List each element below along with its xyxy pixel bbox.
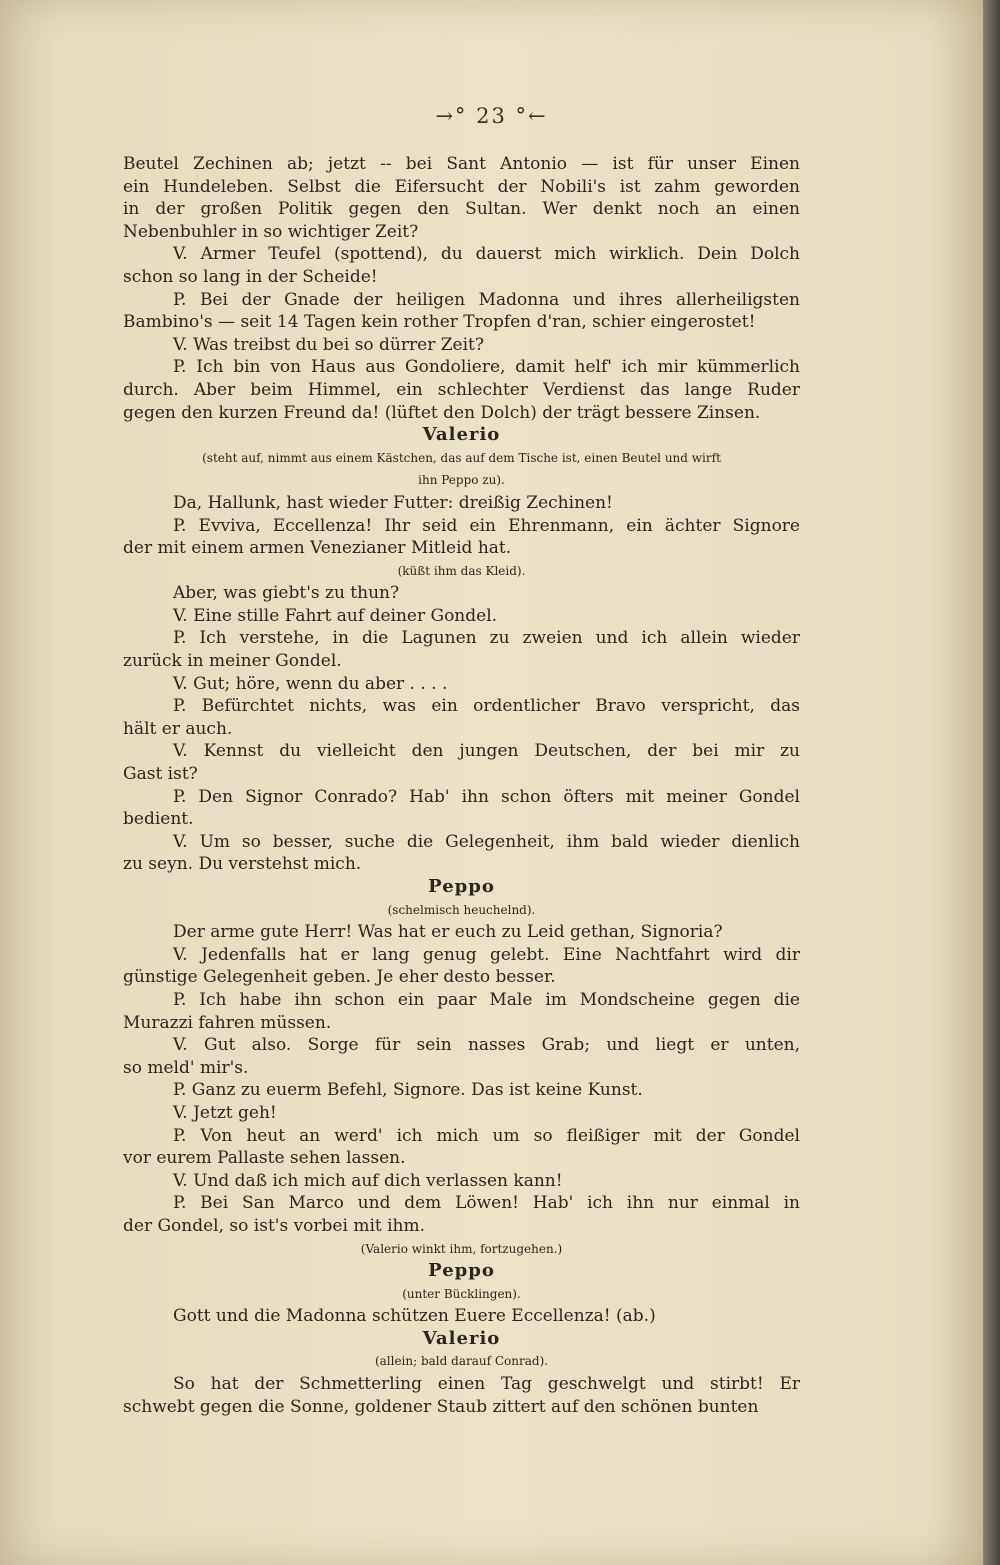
text-line: P. Evviva, Eccellenza! Ihr seid ein Ehrenmann, ein ächter Signore — [173, 515, 800, 536]
text-line: V. Und daß ich mich auf dich verlassen kann! — [173, 1170, 563, 1191]
text-line: Peppo — [428, 1260, 495, 1282]
page-mark-left: →° — [435, 104, 468, 128]
page-header — [0, 104, 983, 128]
text-line: (küßt ihm das Kleid). — [397, 563, 526, 578]
text-line: P. Von heut an werd' ich mich um so fleißiger mit der Gondel — [173, 1125, 800, 1146]
text-line: Gott und die Madonna schützen Euere Eccellenza! (ab.) — [173, 1306, 656, 1327]
text-line: Valerio — [422, 424, 501, 446]
text-line: V. Armer Teufel (spottend), du dauerst mich wirklich. Dein Dolch — [173, 244, 800, 265]
text-line: V. Um so besser, suche die Gelegenheit, ihm bald wieder dienlich — [173, 831, 800, 852]
text-line: zurück in meiner Gondel. — [123, 651, 342, 672]
page-number: 23 — [476, 104, 507, 128]
text-line: V. Jetzt geh! — [173, 1102, 277, 1123]
text-line: Murazzi fahren müssen. — [123, 1012, 332, 1033]
text-line: ihn Peppo zu). — [418, 473, 505, 488]
text-line: V. Was treibst du bei so dürrer Zeit? — [173, 334, 484, 355]
text-line: in der großen Politik gegen den Sultan. Wer denkt noch an einen — [123, 199, 800, 220]
text-line: Da, Hallunk, hast wieder Futter: dreißig Zechinen! — [173, 492, 613, 513]
text-line: Bambino's — seit 14 Tagen kein rother Tropfen d'ran, schier eingerostet! — [123, 312, 756, 333]
text-line: Beutel Zechinen ab; jetzt -- bei Sant Antonio — ist für unser Einen — [123, 154, 800, 174]
text-line: der mit einem armen Venezianer Mitleid hat. — [123, 538, 512, 559]
text-line: So hat der Schmetterling einen Tag geschwelgt und stirbt! Er — [173, 1374, 800, 1395]
text-line: V. Kennst du vielleicht den jungen Deutschen, der bei mir zu — [173, 741, 800, 762]
text-line: Nebenbuhler in so wichtiger Zeit? — [123, 221, 419, 242]
text-line: (schelmisch heuchelnd). — [387, 902, 536, 917]
text-line: (steht auf, nimmt aus einem Kästchen, das auf dem Tische ist, einen Beutel und wirft — [202, 450, 721, 465]
page-text — [123, 153, 800, 1418]
text-line: P. Bei San Marco und dem Löwen! Hab' ich ihn nur einmal in — [173, 1193, 800, 1214]
text-line: schwebt gegen die Sonne, goldener Staub zittert auf den schönen bunten — [123, 1396, 759, 1417]
text-line: gegen den kurzen Freund da! (lüftet den Dolch) der trägt bessere Zinsen. — [123, 402, 761, 423]
text-line: Valerio — [422, 1327, 501, 1349]
text-line: (unter Bücklingen). — [402, 1286, 521, 1301]
text-line: P. Ich bin von Haus aus Gondoliere, damit helf' ich mir kümmerlich — [173, 357, 800, 378]
text-line: V. Jedenfalls hat er lang genug gelebt. Eine Nachtfahrt wird dir — [173, 944, 800, 965]
text-line: vor eurem Pallaste sehen lassen. — [123, 1148, 406, 1169]
text-line: so meld' mir's. — [123, 1057, 249, 1078]
text-line: Aber, was giebt's zu thun? — [173, 583, 400, 604]
text-line: P. Den Signor Conrado? Hab' ihn schon öfters mit meiner Gondel — [173, 786, 800, 807]
text-line: (Valerio winkt ihm, fortzugehen.) — [360, 1241, 563, 1256]
text-line: Der arme gute Herr! Was hat er euch zu Leid gethan, Signoria? — [173, 922, 723, 943]
text-line: V. Eine stille Fahrt auf deiner Gondel. — [173, 605, 498, 626]
text-line: zu seyn. Du verstehst mich. — [123, 854, 362, 875]
text-line: V. Gut; höre, wenn du aber . . . . — [173, 673, 448, 694]
text-line: P. Ich verstehe, in die Lagunen zu zweien und ich allein wieder — [173, 628, 800, 649]
text-line: günstige Gelegenheit geben. Je eher desto besser. — [123, 967, 556, 988]
text-line: P. Ganz zu euerm Befehl, Signore. Das ist keine Kunst. — [173, 1080, 643, 1101]
text-line: schon so lang in der Scheide! — [123, 266, 378, 287]
page-mark-right: °← — [515, 104, 548, 128]
text-line: ein Hundeleben. Selbst die Eifersucht der Nobili's ist zahm geworden — [123, 176, 800, 197]
text-line: P. Ich habe ihn schon ein paar Male im Mondscheine gegen die — [173, 989, 800, 1010]
text-line: P. Befürchtet nichts, was ein ordentlicher Bravo verspricht, das — [173, 696, 800, 717]
text-line: der Gondel, so ist's vorbei mit ihm. — [123, 1215, 426, 1236]
text-line: hält er auch. — [123, 718, 233, 739]
text-line: (allein; bald darauf Conrad). — [374, 1354, 549, 1369]
book-spine-edge — [983, 0, 1000, 1565]
text-line: Gast ist? — [123, 764, 198, 785]
text-line: P. Bei der Gnade der heiligen Madonna und ihres allerheiligsten — [173, 289, 800, 310]
text-line: durch. Aber beim Himmel, ein schlechter Verdienst das lange Ruder — [123, 379, 800, 400]
text-line: V. Gut also. Sorge für sein nasses Grab; und liegt er unten, — [173, 1035, 800, 1056]
text-line: bedient. — [123, 809, 194, 830]
text-line: Peppo — [428, 876, 495, 897]
